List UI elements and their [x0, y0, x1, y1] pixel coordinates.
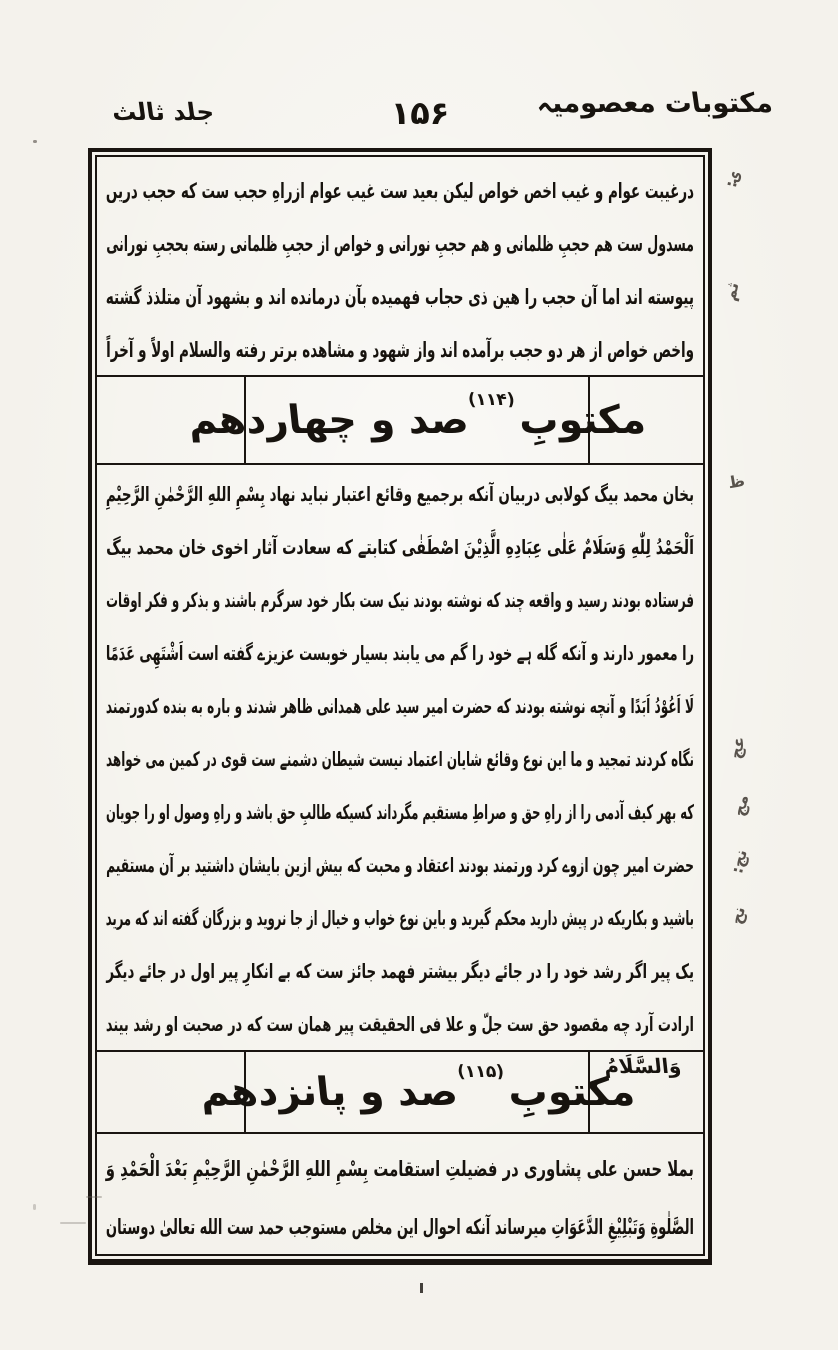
- text-line: الصَّلٰوةِ وَتَبْلِیْغِ الدَّعَوَاتِ میرساند آنکه احوال این مخلص مستوجب حمد ست الله تعالیٰ دوستان: [105, 1215, 694, 1239]
- letter-115-cartouche: [197, 1052, 637, 1132]
- letter-114-heading-row: [97, 375, 703, 465]
- heading-right-cell: [97, 1052, 244, 1132]
- letter-114-title: [185, 389, 649, 443]
- text-line: فرستاده بودند رسید و واقعه چند که نوشته بودند نیک ست بکار خود سرگرم باشند و بذکر و فکر اوقات: [106, 588, 694, 612]
- text-line: واخص خواص از هر دو حجب برآمده اند واز شهود و مشاهده برتر رفته والسلام اولاً و آخراً: [106, 338, 694, 362]
- text-line: مسدول ست هم حجبِ ظلمانی و هم حجبِ نورانی و خواص از حجبِ ظلمانی رسته بحجبِ نورانی: [106, 232, 694, 256]
- scan-smudge: [420, 1283, 423, 1293]
- text-line: نگاه کردند تمجید و ما این نوع وقائع شایان اعتماد نیست شیطان دشمنے ست قوی در کمین می خواهد: [106, 747, 694, 771]
- letter-label: مکتوبِ: [505, 1069, 637, 1115]
- header-book-title: مکتوبات معصومیہ: [533, 88, 775, 119]
- intro-text-block: [97, 157, 703, 375]
- margin-mark: نح: [726, 904, 749, 927]
- text-line: درغیبت عوام و غیب اخص خواص لیکن بعید ست غیب عوام ازراهِ حجب ست که حجب دریں: [105, 179, 694, 203]
- letter-title-text: صد و پانزدهم: [197, 1069, 460, 1115]
- scan-smudge: [33, 140, 37, 143]
- margin-mark: ثم: [720, 280, 743, 303]
- margin-mark: ۍ:: [720, 169, 743, 190]
- letter-label: مکتوبِ: [516, 397, 649, 443]
- text-line: یک پیر اگر رشد خود را در جائے دیگر بیشتر فهمد جائز ست که بے انکارِ پیر اول در جائے دیگر: [106, 959, 694, 983]
- text-line: ارادت آرد چه مقصود حق ست جلّ و علا فی الحقیقت پیر همان ست که در صحبت او رشد بیند: [105, 1012, 694, 1036]
- margin-mark: نج:: [727, 847, 751, 876]
- text-line: لَا اَعُوْدُ اَبَدًا و آنچه نوشته بودند که حضرت امیر سید علی همدانی ظاهر شدند و باره به بنده کدورتمند: [105, 694, 694, 718]
- scan-smudge: [86, 1196, 102, 1198]
- text-line: اَلْحَمْدُ لِلّٰهِ وَسَلَامٌ عَلٰی عِبَادِهِ الَّذِیْنَ اصْطَفٰی کتابتے که سعادت آثار اخوی خان محمد بیگ: [106, 535, 694, 559]
- manuscript-frame-inner: [95, 155, 705, 1256]
- text-line: حضرت امیر چون ازوے کرد ورتمند بودند اعتقاد و محبت که بیش ازین بایشان داشتید بر آن مستقیم: [106, 853, 694, 877]
- scan-smudge: [33, 1204, 36, 1210]
- margin-mark: ظ: [726, 470, 747, 493]
- letter-number: (۱۱۵): [455, 1061, 505, 1082]
- text-line: که بهر کیف آدمی را از راهِ حق و صراطِ مستقیم مگرداند کسیکه طالبِ حق باشد و راهِ وصول او را جویان: [105, 800, 695, 824]
- scan-smudge: [60, 1222, 86, 1224]
- closing-salam: وَالسَّلَامُ: [602, 1054, 683, 1078]
- letter-number: (۱۱۴): [467, 389, 517, 410]
- text-line: پیوسته اند اما آن حجب را هین ذی حجاب فهمیده بآن درمانده اند و بشهود آن متلذذ گشته: [105, 285, 694, 309]
- letter-115-text-block: [97, 1134, 703, 1254]
- margin-mark: مج: [729, 793, 753, 818]
- text-line: را معمور دارند و آنکه گله ہے خود را گم می یابند بسیار خوبست عزیزے گفته است اَشْتَهِی عَدَمًا: [105, 641, 695, 665]
- text-line: بملا حسن علی پشاوری در فضیلتِ استقامت بِسْمِ اللهِ الرَّحْمٰنِ الرَّحِیْمِ بَعْدَ الْحَمْدِ وَ: [105, 1157, 694, 1181]
- text-line: بخان محمد بیگ کولابی دربیان آنکه برجمیع وقائع اعتبار نباید نهاد بِسْمِ اللهِ الرَّحْمٰنِ الرَّحِیْمِ: [105, 482, 694, 506]
- heading-right-cell: [97, 377, 244, 463]
- manuscript-frame: [88, 148, 712, 1265]
- letter-114-cartouche: [185, 377, 649, 463]
- text-line: باشید و بکاریکه در پیش دارید محکم گیرید و باین نوع خواب و خیال از جا نروید و بزرگان گفته اند که مرید: [105, 906, 695, 930]
- header-page-number: ۱۵۶: [390, 94, 450, 132]
- margin-mark: عج: [725, 734, 749, 761]
- letter-115-heading-row: [97, 1050, 703, 1134]
- letter-115-title: [197, 1061, 637, 1115]
- letter-title-text: صد و چهاردهم: [185, 397, 471, 443]
- header-volume-label: جلد ثالث: [110, 98, 216, 126]
- letter-114-text-block: [97, 465, 703, 1050]
